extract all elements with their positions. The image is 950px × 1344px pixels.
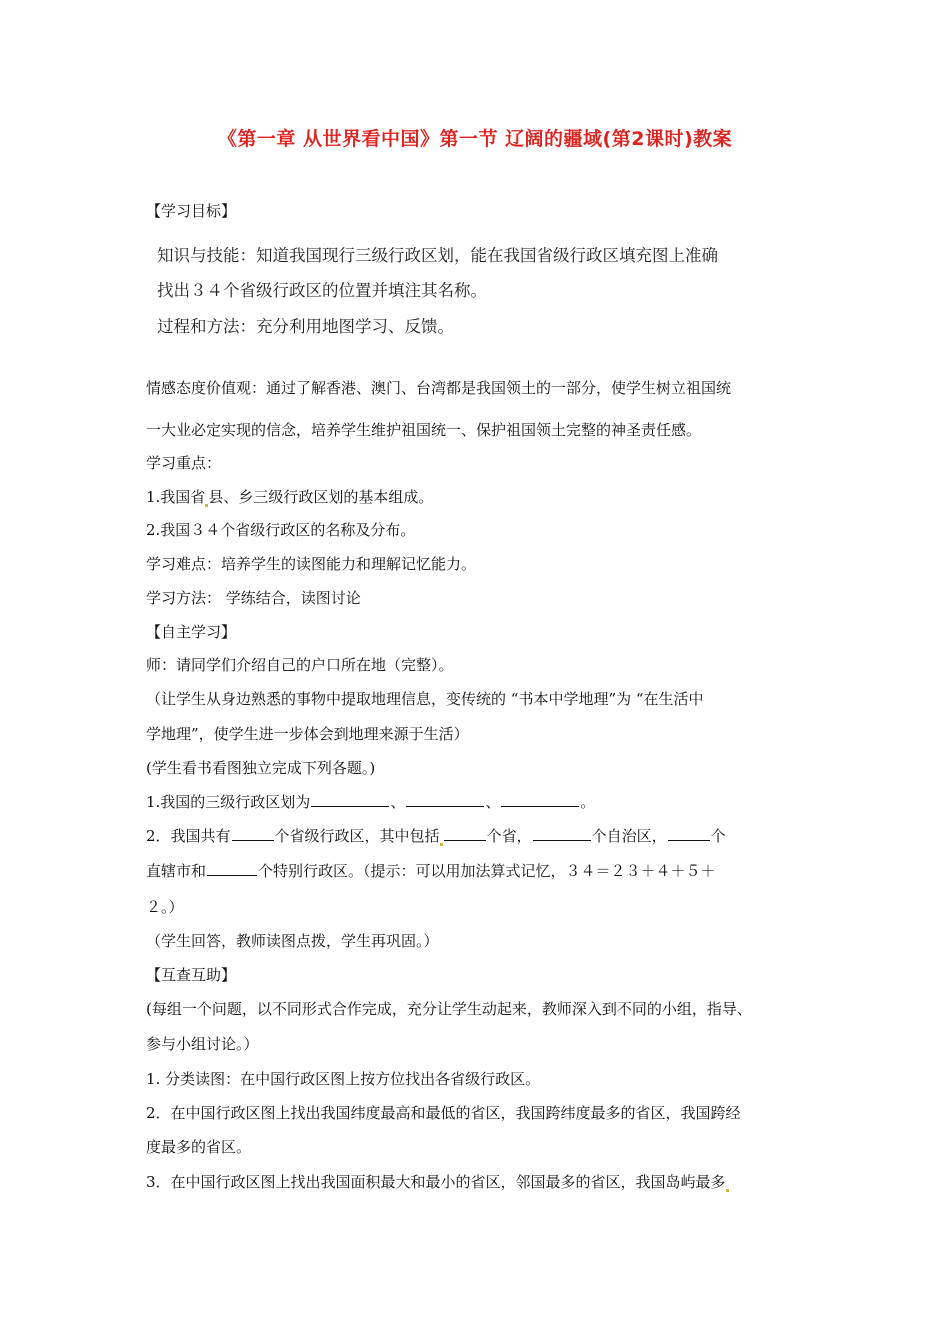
question-3-a: 直辖市和 [146,862,207,880]
task-1: 1. 分类读图：在中国行政区图上按方位找出各省级行政区。 [146,1070,541,1088]
question-2-d: 个自治区， [591,827,667,845]
group-line-2: 参与小组讨论。） [146,1035,259,1053]
separator: 、 [390,793,406,811]
difficulty: 学习难点：培养学生的读图能力和理解记忆能力。 [146,555,477,573]
question-3 [146,860,716,881]
question-2-a: 2．我国共有 [146,827,231,845]
answer-blank[interactable] [533,825,591,841]
answer-blank[interactable] [232,825,274,841]
document-title: 《第一章 从世界看中国》第一节 辽阔的疆域(第2课时)教案 [217,128,733,150]
task-2-line-2: 度最多的省区。 [146,1138,252,1156]
note-line-2: 学地理”，使学生进一步体会到地理来源于生活） [146,725,469,743]
question-2-e: 个 [710,827,726,845]
teacher-prompt: 师：请同学们介绍自己的户口所在地（完整）。 [146,656,454,674]
key-points-label: 学习重点： [146,454,222,472]
answer-blank[interactable] [668,825,710,841]
question-2-b: 个省级行政区，其中包括 [274,827,440,845]
question-2-c: 个省， [486,827,532,845]
goal-knowledge-1: 知识与技能：知道我国现行三级行政区划，能在我国省级行政区填充图上准确 [157,246,718,265]
task-3-text: 3．在中国行政区图上找出我国面积最大和最小的省区，邻国最多的省区，我国岛屿最多 [146,1173,726,1191]
answer-blank[interactable] [207,860,257,876]
answer-blank[interactable] [406,791,484,807]
task-3 [146,1171,729,1192]
note-line-1: （让学生从身边熟悉的事物中提取地理信息，变传统的 “书本中学地理”为 “在生活中 [146,690,704,708]
question-2 [146,825,726,846]
emotion-line-1: 情感态度价值观：通过了解香港、澳门、台湾都是我国领土的一部分，使学生树立祖国统 [146,379,732,397]
period: 。 [580,793,596,811]
task-2-line-1: 2．在中国行政区图上找出我国纬度最高和最低的省区，我国跨纬度最多的省区，我国跨经 [146,1104,741,1122]
method: 学习方法： 学练结合，读图讨论 [146,589,361,607]
key-point-1-a: 1.我国省 [146,488,206,506]
mark-dot [440,843,443,846]
answer-note: （学生回答，教师读图点拨，学生再巩固。） [146,932,439,950]
mark-dot [726,1189,729,1192]
separator: 、 [485,793,501,811]
group-line-1: (每组一个问题，以不同形式合作完成，充分让学生动起来，教师深入到不同的小组，指导、 [146,1000,752,1018]
emotion-line-2: 一大业必定实现的信念，培养学生维护祖国统一、保护祖国领土完整的神圣责任感。 [146,421,702,439]
question-3-end: ２。） [146,898,184,916]
section-mutual-help: 【互查互助】 [146,966,237,984]
goal-process: 过程和方法：充分利用地图学习、反馈。 [157,317,454,336]
question-3-b: 个特别行政区。（提示：可以用加法算式记忆，３４＝２３＋４＋５＋ [258,862,716,880]
key-point-1 [146,486,433,507]
self-study-instruction: (学生看书看图独立完成下列各题。) [146,759,376,777]
question-1 [146,791,595,812]
answer-blank[interactable] [444,825,486,841]
answer-blank[interactable] [501,791,579,807]
key-point-1-b: 县、乡三级行政区划的基本组成。 [208,488,434,506]
goal-knowledge-2: 找出３４个省级行政区的位置并填注其名称。 [157,281,487,300]
answer-blank[interactable] [311,791,389,807]
question-1-text: 1.我国的三级行政区划为 [146,793,311,811]
section-goals: 【学习目标】 [146,202,237,220]
section-self-study: 【自主学习】 [146,623,237,641]
key-point-2: 2.我国３４个省级行政区的名称及分布。 [146,521,416,539]
